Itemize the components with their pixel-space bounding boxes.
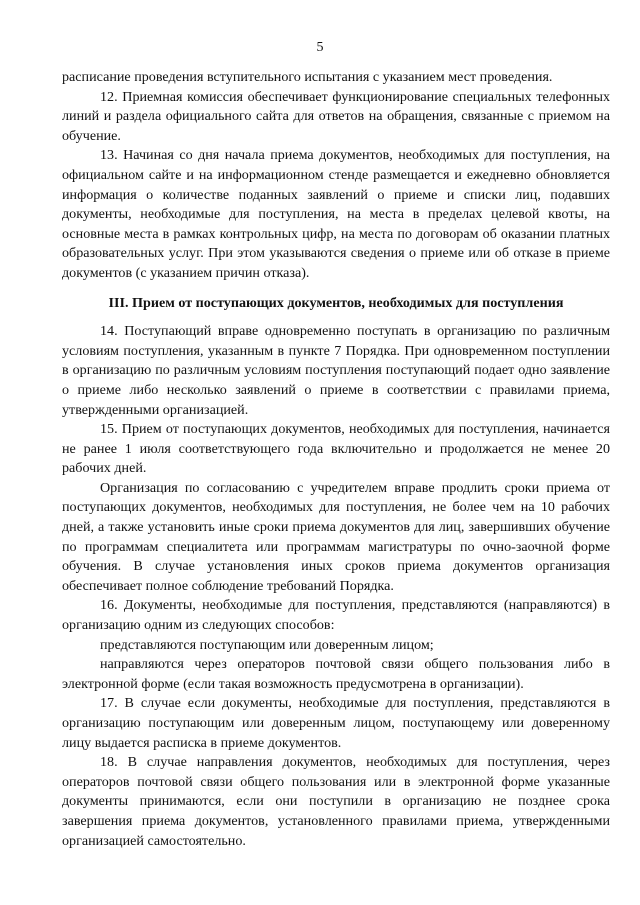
- paragraph-item-17: 17. В случае если документы, необходимые для поступления, представляются в организацию поступающим или доверенным лицом, поступающему или доверенному лицу выдается расписка в приеме документов.: [62, 695, 610, 751]
- paragraph-item-15: 15. Прием от поступающих документов, необходимых для поступления, начинается не ранее 1 июля соответствующего года включительно и продолжается не менее 20 рабочих дней.: [62, 421, 610, 477]
- paragraph-method-in-person: представляются поступающим или доверенным лицом;: [100, 636, 434, 653]
- paragraph-item-12: 12. Приемная комиссия обеспечивает функционирование специальных телефонных линий и раздела официального сайта для ответов на обращения, связанные с приемом на обучение.: [62, 88, 610, 144]
- paragraph-method-post: направляются через операторов почтовой связи общего пользования либо в электронной форме (если такая возможность предусмотрена в организации).: [62, 656, 610, 692]
- section-heading: III. Прием от поступающих документов, необходимых для поступления: [108, 294, 564, 311]
- paragraph-continuation: расписание проведения вступительного испытания с указанием мест проведения.: [62, 69, 553, 85]
- paragraph-item-14: 14. Поступающий вправе одновременно поступать в организацию по различным условиям поступления, указанным в пункте 7 Порядка. При одновременном поступлении в организацию по различным условиям поступления поступающий подает одно заявление о приеме либо несколько заявлений о приеме в соответствии с правилами приема, утвержденными организацией.: [62, 323, 610, 418]
- page-number: 5: [316, 40, 324, 55]
- document-body: [62, 68, 610, 851]
- paragraph-extension: Организация по согласованию с учредителем вправе продлить сроки приема от поступающих документов, необходимых для поступления, не более чем на 10 рабочих дней, а также установить иные сроки приема документов для лиц, завершивших обучение по программам специалитета или программам магистратуры по очно-заочной форме обучения. В случае установления иных сроков приема документов организация обеспечивает полное соблюдение требований Порядка.: [62, 479, 610, 594]
- paragraph-item-16: 16. Документы, необходимые для поступления, представляются (направляются) в организацию одним из следующих способов:: [62, 597, 610, 634]
- paragraph-item-13: 13. Начиная со дня начала приема документов, необходимых для поступления, на официальном сайте и на информационном стенде размещается и ежедневно обновляется информация о количестве поданных заявлений о приеме и списки лиц, подавших документы, необходимые для поступления, на места в пределах целевой квоты, на основные места в рамках контрольных цифр, на места по договорам об оказании платных образовательных услуг. При этом указываются сведения о приеме или об отказе в приеме документов (с указанием причин отказа).: [62, 147, 610, 281]
- paragraph-item-18: 18. В случае направления документов, необходимых для поступления, через операторов почтовой связи общего пользования или в электронной форме указанные документы принимаются, если они поступили в организацию не позднее срока завершения приема документов, установленного правилами приема, утвержденными организацией самостоятельно.: [62, 754, 610, 849]
